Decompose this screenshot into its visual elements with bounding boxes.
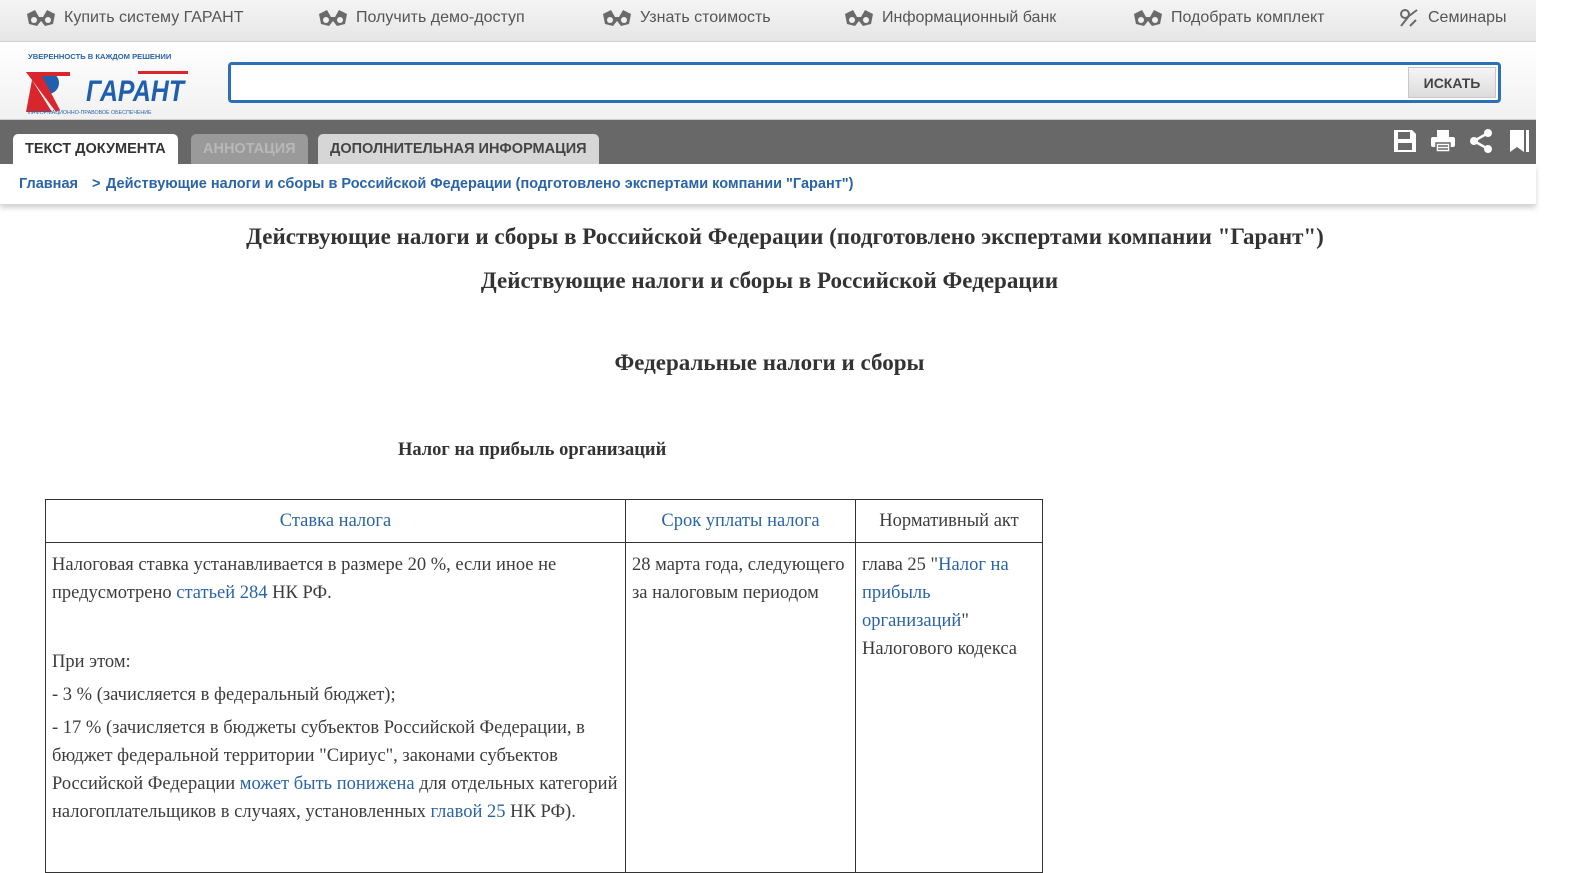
- table-header-row: [46, 500, 1043, 543]
- rate-text: НК РФ).: [505, 802, 576, 822]
- tab-additional-info[interactable]: ДОПОЛНИТЕЛЬНАЯ ИНФОРМАЦИЯ: [318, 134, 599, 164]
- glasses-icon: [1133, 8, 1163, 28]
- topnav-info-bank[interactable]: [844, 0, 1056, 36]
- topnav-buy-system[interactable]: [26, 0, 244, 36]
- logo-subtitle: ИНФОРМАЦИОННО-ПРАВОВОЕ ОБЕСПЕЧЕНИЕ: [28, 110, 152, 116]
- logo-tagline: УВЕРЕННОСТЬ В КАЖДОМ РЕШЕНИИ: [28, 52, 172, 61]
- document-tabbar: [0, 120, 1536, 164]
- subsection-heading: Налог на прибыль организаций: [398, 440, 667, 460]
- header-link-deadline[interactable]: Срок уплаты налога: [661, 510, 820, 531]
- table-header-cell: [626, 500, 856, 543]
- document-title: Действующие налоги и сборы в Российской Федерации (подготовлено экспертами компании "Гарант"): [246, 224, 1324, 249]
- seminar-icon: [1398, 8, 1420, 28]
- rate-cell: [46, 543, 626, 873]
- breadcrumb: [0, 164, 1536, 204]
- breadcrumb-current-link[interactable]: Действующие налоги и сборы в Российской Федерации (подготовлено экспертами компании "Гарант"): [106, 176, 854, 192]
- topnav-label: Купить систему ГАРАНТ: [64, 9, 244, 26]
- act-text: " Налогового кодекса: [862, 611, 1018, 659]
- bookmark-icon[interactable]: [1506, 128, 1532, 154]
- deadline-cell: 28 марта года, следующего за налоговым периодом: [626, 543, 856, 873]
- rate-text: Налоговая ставка устанавливается в размере 20 %, если иное не предусмотрено: [52, 555, 557, 603]
- search-input[interactable]: [231, 65, 1409, 100]
- topnav-label: Семинары: [1428, 9, 1507, 26]
- act-cell: [856, 543, 1043, 873]
- glasses-icon: [602, 8, 632, 28]
- table-header-cell: Нормативный акт: [856, 500, 1043, 543]
- rate-text: НК РФ.: [267, 583, 332, 603]
- document-heading: Действующие налоги и сборы в Российской Федерации: [480, 268, 1059, 293]
- may-be-reduced-link[interactable]: может быть понижена: [239, 774, 415, 794]
- rate-paragraph: [52, 551, 619, 607]
- topnav-label: Информационный банк: [882, 9, 1057, 26]
- top-navigation: [0, 0, 1536, 42]
- profit-tax-chapter-link[interactable]: Налог на прибыль организаций: [862, 555, 1009, 631]
- tax-table: [45, 499, 1043, 873]
- topnav-label: Получить демо-доступ: [356, 9, 525, 26]
- breadcrumb-home-link[interactable]: Главная: [19, 176, 78, 192]
- topnav-demo-access[interactable]: [318, 0, 525, 36]
- search-button[interactable]: ИСКАТЬ: [1408, 67, 1496, 98]
- garant-logo-graphic: [26, 50, 190, 116]
- rate-paragraph: - 3 % (зачисляется в федеральный бюджет);: [52, 685, 396, 705]
- rate-paragraph: При этом:: [52, 652, 131, 672]
- tab-annotation: АННОТАЦИЯ: [191, 134, 308, 164]
- rate-paragraph: [52, 714, 619, 826]
- glasses-icon: [318, 8, 348, 28]
- breadcrumb-separator: >: [92, 176, 101, 192]
- header-link-rate[interactable]: Ставка налога: [279, 510, 392, 531]
- table-header-cell: [46, 500, 626, 543]
- print-icon[interactable]: [1430, 128, 1456, 154]
- topnav-seminars[interactable]: [1398, 0, 1507, 36]
- save-icon[interactable]: [1392, 128, 1418, 154]
- act-text: глава 25 ": [862, 555, 939, 575]
- search-box: [228, 62, 1501, 103]
- topnav-label: Узнать стоимость: [640, 9, 771, 26]
- garant-logo[interactable]: [26, 50, 190, 116]
- topnav-label: Подобрать комплект: [1171, 9, 1325, 26]
- section-heading: Федеральные налоги и сборы: [614, 350, 925, 375]
- share-icon[interactable]: [1468, 128, 1494, 154]
- chapter-25-link[interactable]: главой 25: [430, 802, 506, 822]
- topnav-price[interactable]: [602, 0, 771, 36]
- table-row: [46, 543, 1043, 873]
- logo-name: ГАРАНТ: [86, 75, 187, 108]
- topnav-choose-kit[interactable]: [1133, 0, 1324, 36]
- glasses-icon: [844, 8, 874, 28]
- glasses-icon: [26, 8, 56, 28]
- article-284-link[interactable]: статьей 284: [176, 583, 268, 603]
- rate-text: для отдельных категорий налогоплательщиков в случаях, установленных: [52, 774, 618, 822]
- rate-text: - 17 % (зачисляется в бюджеты субъектов Российской Федерации, в бюджет федеральной территории "Сириус", законами субъектов Российской Федерации: [52, 718, 585, 794]
- tab-document-text[interactable]: ТЕКСТ ДОКУМЕНТА: [13, 134, 178, 164]
